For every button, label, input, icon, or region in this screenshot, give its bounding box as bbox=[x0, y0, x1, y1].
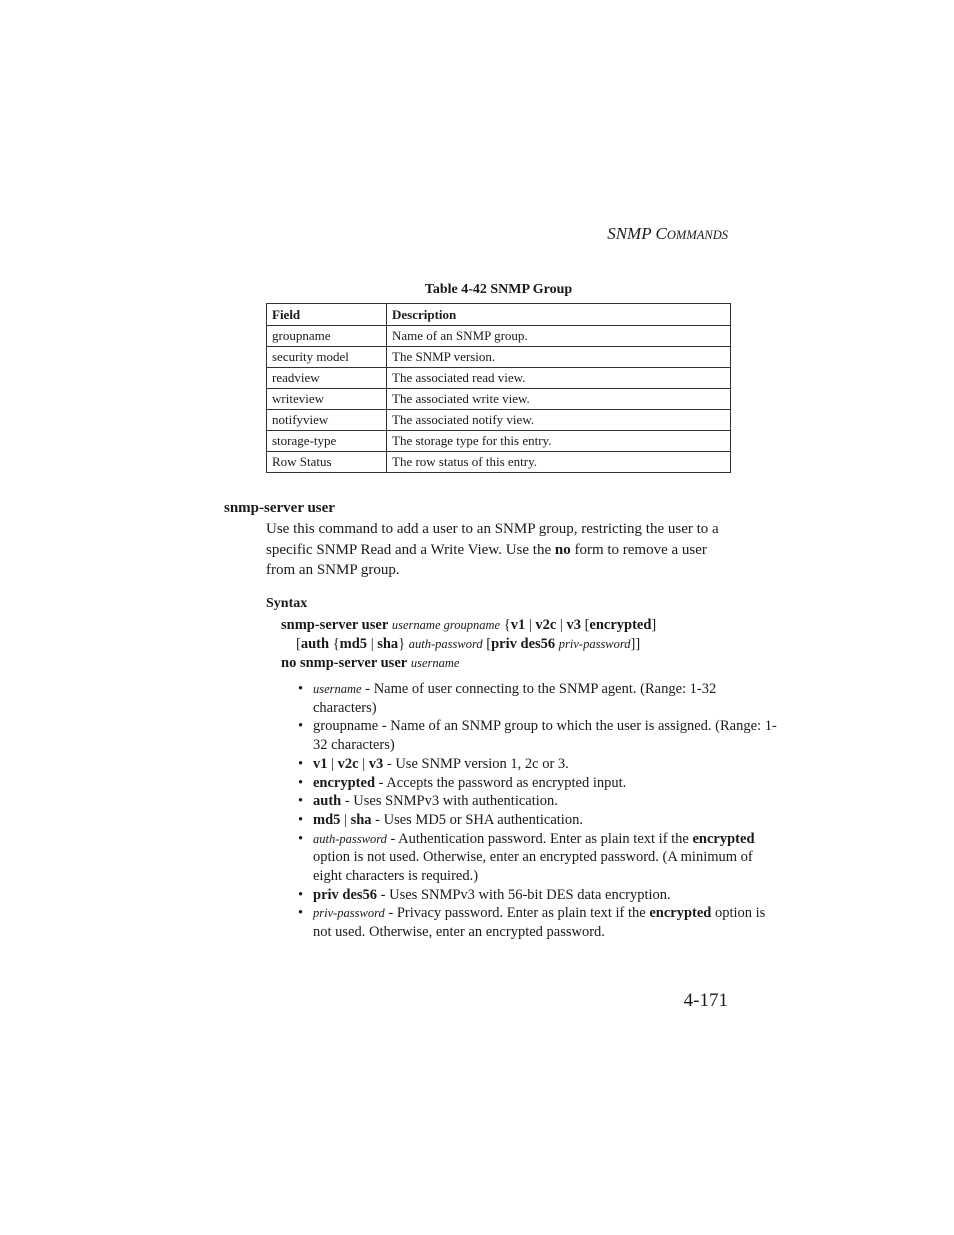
running-head bbox=[607, 224, 728, 244]
syntax-keyword: auth bbox=[300, 636, 330, 652]
table-row bbox=[267, 389, 731, 410]
param-punct: | bbox=[340, 811, 351, 828]
syntax-command: no snmp-server user bbox=[281, 655, 408, 671]
syntax-args: auth-password bbox=[408, 637, 483, 651]
running-head-first: SNMP C bbox=[607, 224, 667, 243]
param-punct: | bbox=[327, 755, 338, 772]
param-term: v1 bbox=[313, 755, 328, 772]
syntax-punct: [ bbox=[296, 636, 301, 652]
cell-description: The row status of this entry. bbox=[387, 452, 731, 473]
cell-description: The SNMP version. bbox=[387, 347, 731, 368]
list-item bbox=[313, 904, 783, 941]
cell-description: The associated notify view. bbox=[387, 410, 731, 431]
param-text: option is not used. Otherwise, enter an encrypted password. (A minimum of eight characters is required.) bbox=[313, 849, 753, 885]
list-item bbox=[313, 680, 783, 717]
cell-field: Row Status bbox=[267, 452, 387, 473]
param-term: priv-password bbox=[313, 906, 385, 921]
param-keyword: encrypted bbox=[692, 830, 755, 847]
param-text: - Uses SNMPv3 with authentication. bbox=[341, 793, 558, 810]
syntax-args: priv-password bbox=[558, 637, 631, 651]
table-caption: Table 4-42 SNMP Group bbox=[424, 282, 573, 297]
syntax-args: username groupname bbox=[391, 618, 501, 632]
syntax-line-2 bbox=[296, 636, 640, 653]
param-term: v3 bbox=[368, 755, 384, 772]
syntax-keyword: sha bbox=[377, 636, 399, 652]
syntax-punct: ] bbox=[651, 617, 657, 633]
param-text: - Uses SNMPv3 with 56-bit DES data encryption. bbox=[377, 886, 671, 903]
cell-field: writeview bbox=[267, 389, 387, 410]
cell-field: notifyview bbox=[267, 410, 387, 431]
param-term: v2c bbox=[337, 755, 359, 772]
syntax-punct: [ bbox=[580, 617, 590, 633]
param-text: - Accepts the password as encrypted input. bbox=[375, 774, 627, 791]
header-description: Description bbox=[387, 304, 731, 326]
page-number: 4-171 bbox=[683, 990, 728, 1011]
param-punct: | bbox=[358, 755, 369, 772]
syntax-punct: | bbox=[367, 636, 378, 652]
syntax-punct: | bbox=[556, 617, 567, 633]
parameter-list bbox=[266, 680, 783, 942]
list-item bbox=[313, 830, 783, 886]
cell-description: The storage type for this entry. bbox=[387, 431, 731, 452]
header-field: Field bbox=[267, 304, 387, 326]
table-row bbox=[267, 347, 731, 368]
command-description bbox=[266, 519, 732, 581]
description-text: form to remove a user from an SNMP group. bbox=[266, 541, 707, 578]
param-text: - Authentication password. Enter as plain text if the bbox=[386, 830, 693, 847]
description-keyword: no bbox=[554, 541, 571, 558]
syntax-keyword: v3 bbox=[566, 617, 581, 633]
param-term: encrypted bbox=[313, 774, 376, 791]
cell-description: The associated read view. bbox=[387, 368, 731, 389]
command-title: snmp-server user bbox=[224, 500, 335, 516]
param-text: - Privacy password. Enter as plain text if the bbox=[384, 905, 650, 922]
syntax-keyword: priv des56 bbox=[491, 636, 556, 652]
table-row bbox=[267, 452, 731, 473]
cell-field: groupname bbox=[267, 326, 387, 347]
syntax-args: username bbox=[410, 656, 460, 670]
list-item bbox=[313, 755, 783, 774]
syntax-punct: | bbox=[525, 617, 536, 633]
running-head-smallcaps: OMMANDS bbox=[666, 228, 728, 242]
syntax-keyword: v2c bbox=[535, 617, 557, 633]
param-text: - Name of user connecting to the SNMP agent. (Range: 1-32 characters) bbox=[313, 681, 717, 716]
syntax-punct: } bbox=[398, 636, 409, 652]
syntax-command: snmp-server user bbox=[281, 617, 389, 633]
list-item bbox=[313, 886, 783, 905]
cell-description: The associated write view. bbox=[387, 389, 731, 410]
syntax-punct: { bbox=[500, 617, 511, 633]
list-item bbox=[313, 811, 783, 830]
param-term: sha bbox=[350, 811, 372, 828]
param-term: auth bbox=[313, 793, 342, 810]
param-term: username bbox=[313, 682, 362, 696]
syntax-keyword: v1 bbox=[510, 617, 526, 633]
list-item bbox=[313, 792, 783, 811]
syntax-line-1 bbox=[281, 617, 656, 634]
syntax-punct: [ bbox=[482, 636, 492, 652]
param-term: priv des56 bbox=[313, 886, 378, 903]
syntax-keyword: encrypted bbox=[589, 617, 652, 633]
syntax-punct: ]] bbox=[630, 636, 641, 652]
syntax-heading: Syntax bbox=[266, 596, 308, 611]
table-row bbox=[267, 431, 731, 452]
syntax-punct: { bbox=[329, 636, 340, 652]
table-row bbox=[267, 410, 731, 431]
syntax-line-3 bbox=[281, 655, 459, 672]
cell-description: Name of an SNMP group. bbox=[387, 326, 731, 347]
cell-field: storage-type bbox=[267, 431, 387, 452]
snmp-group-table bbox=[266, 303, 731, 473]
table-header-row bbox=[267, 304, 731, 326]
param-text: - Uses MD5 or SHA authentication. bbox=[371, 811, 583, 828]
table-row bbox=[267, 368, 731, 389]
list-item bbox=[313, 717, 783, 754]
param-term: md5 bbox=[313, 811, 341, 828]
param-term: auth-password bbox=[313, 831, 387, 846]
description-text: Use this command to add a user to an SNMP group, restricting the user to a specific SNMP Read and a Write View. Use the bbox=[266, 521, 719, 558]
param-text: - Use SNMP version 1, 2c or 3. bbox=[383, 755, 569, 772]
param-keyword: encrypted bbox=[649, 905, 712, 922]
cell-field: security model bbox=[267, 347, 387, 368]
param-text: groupname - Name of an SNMP group to which the user is assigned. (Range: 1-32 characters) bbox=[313, 718, 777, 754]
syntax-keyword: md5 bbox=[339, 636, 368, 652]
table-row bbox=[267, 326, 731, 347]
param-text: option is not used. Otherwise, enter an encrypted password. bbox=[313, 905, 766, 941]
list-item bbox=[313, 774, 783, 793]
cell-field: readview bbox=[267, 368, 387, 389]
